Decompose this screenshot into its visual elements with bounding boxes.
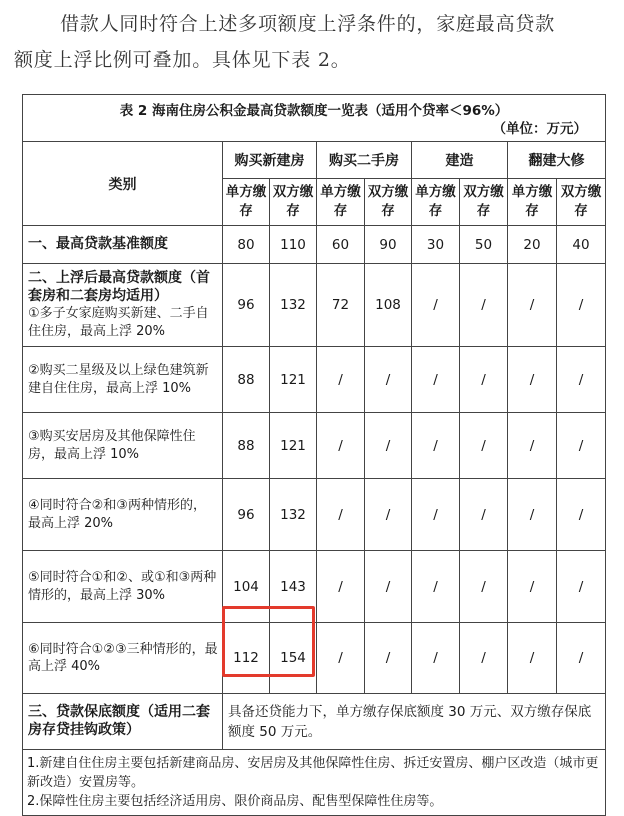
intro-line-2: 额度上浮比例可叠加。具体见下表 2。 (14, 49, 351, 71)
table-cell: 88 (223, 347, 270, 413)
row-category: ②购买二星级及以上绿色建筑新建自住住房，最高上浮 10% (23, 347, 223, 413)
note-item: 1.新建自住住房主要包括新建商品房、安居房及其他保障性住房、拆迁安置房、棚户区改造（城市更新改造）安置房等。 (27, 756, 599, 790)
table-cell: / (412, 551, 460, 623)
table-cell: / (365, 551, 412, 623)
table-cell: / (460, 479, 508, 551)
table-cell: / (460, 413, 508, 479)
table-cell: / (557, 479, 606, 551)
table-cell: 50 (460, 226, 508, 264)
subheader-single: 单方缴存 (508, 179, 557, 226)
table-cell: / (365, 623, 412, 694)
row-category: ④同时符合②和③两种情形的，最高上浮 20% (23, 479, 223, 551)
table-cell: / (412, 347, 460, 413)
table-cell: / (412, 623, 460, 694)
group-header-build: 建造 (412, 142, 508, 179)
table-cell: 132 (270, 479, 317, 551)
row-category-text: ①多子女家庭购买新建、二手自住住房，最高上浮 20% (28, 306, 209, 339)
table-cell: 80 (223, 226, 270, 264)
table-cell: / (508, 413, 557, 479)
table-cell: / (557, 623, 606, 694)
table-cell: / (365, 347, 412, 413)
table-cell: / (460, 623, 508, 694)
table-cell: 154 (270, 623, 317, 694)
table-row (23, 479, 606, 551)
row-category: ③购买安居房及其他保障性住房，最高上浮 10% (23, 413, 223, 479)
subheader-single: 单方缴存 (317, 179, 365, 226)
table-cell: 90 (365, 226, 412, 264)
table-cell: 132 (270, 264, 317, 347)
table-cell: 104 (223, 551, 270, 623)
subheader-single: 单方缴存 (412, 179, 460, 226)
table-cell: 72 (317, 264, 365, 347)
table-row (23, 623, 606, 694)
table-cell: / (508, 551, 557, 623)
table-cell: / (412, 479, 460, 551)
subheader-double: 双方缴存 (557, 179, 606, 226)
table-cell: / (460, 551, 508, 623)
notes-row (23, 750, 606, 816)
table-cell: / (508, 623, 557, 694)
table-row (23, 347, 606, 413)
table-cell: 121 (270, 347, 317, 413)
subheader-double: 双方缴存 (270, 179, 317, 226)
table-cell: / (508, 347, 557, 413)
table-cell: / (460, 264, 508, 347)
category-header: 类别 (23, 142, 223, 226)
table-cell: 143 (270, 551, 317, 623)
table-row (23, 264, 606, 347)
note-item: 2.保障性住房主要包括经济适用房、限价商品房、配售型保障性住房等。 (27, 794, 443, 809)
table-row (23, 551, 606, 623)
table-cell: / (317, 347, 365, 413)
table-cell: / (460, 347, 508, 413)
guarantee-text: 具备还贷能力下，单方缴存保底额度 30 万元、双方缴存保底额度 50 万元。 (223, 694, 606, 750)
table-cell: 30 (412, 226, 460, 264)
table-unit: （单位：万元） (492, 121, 588, 137)
table-cell: / (317, 413, 365, 479)
table-cell: 121 (270, 413, 317, 479)
table-cell: / (317, 623, 365, 694)
table-cell: 108 (365, 264, 412, 347)
table-cell: / (557, 264, 606, 347)
table-row (23, 694, 606, 750)
group-header-secondhand: 购买二手房 (317, 142, 412, 179)
table-cell: / (508, 264, 557, 347)
table-cell: 20 (508, 226, 557, 264)
table-cell: / (508, 479, 557, 551)
table-cell: / (557, 413, 606, 479)
row-category: ⑥同时符合①②③三种情形的，最高上浮 40% (23, 623, 223, 694)
row-category (23, 264, 223, 347)
table-row (23, 413, 606, 479)
table-cell: / (365, 413, 412, 479)
table-cell: / (365, 479, 412, 551)
table-cell: 96 (223, 264, 270, 347)
guarantee-category: 三、贷款保底额度（适用二套房存贷挂钩政策） (23, 694, 223, 750)
table-cell: 40 (557, 226, 606, 264)
table-cell: / (412, 264, 460, 347)
table-notes (23, 750, 606, 816)
table-cell: 96 (223, 479, 270, 551)
table-cell: / (557, 347, 606, 413)
subheader-double: 双方缴存 (460, 179, 508, 226)
table-cell: 110 (270, 226, 317, 264)
table-cell: 112 (223, 623, 270, 694)
intro-line-1: 借款人同时符合上述多项额度上浮条件的，家庭最高贷款 (60, 13, 556, 35)
row-category: ⑤同时符合①和②、或①和③两种情形的，最高上浮 30% (23, 551, 223, 623)
group-header-new: 购买新建房 (223, 142, 317, 179)
subheader-single: 单方缴存 (223, 179, 270, 226)
table-cell: / (317, 551, 365, 623)
group-header-renovate: 翻建大修 (508, 142, 606, 179)
table-title: 表 2 海南住房公积金最高贷款额度一览表（适用个贷率＜96%） (119, 103, 509, 119)
table-title-cell (23, 95, 606, 142)
row-category: 一、最高贷款基准额度 (23, 226, 223, 264)
table-cell: / (557, 551, 606, 623)
table-cell: / (317, 479, 365, 551)
table-cell: / (412, 413, 460, 479)
table-row (23, 226, 606, 264)
table-cell: 88 (223, 413, 270, 479)
loan-limit-table (22, 94, 606, 816)
subheader-double: 双方缴存 (365, 179, 412, 226)
section-heading: 二、上浮后最高贷款额度（首套房和二套房均适用） (28, 270, 210, 304)
intro-paragraph (14, 6, 614, 78)
table-cell: 60 (317, 226, 365, 264)
